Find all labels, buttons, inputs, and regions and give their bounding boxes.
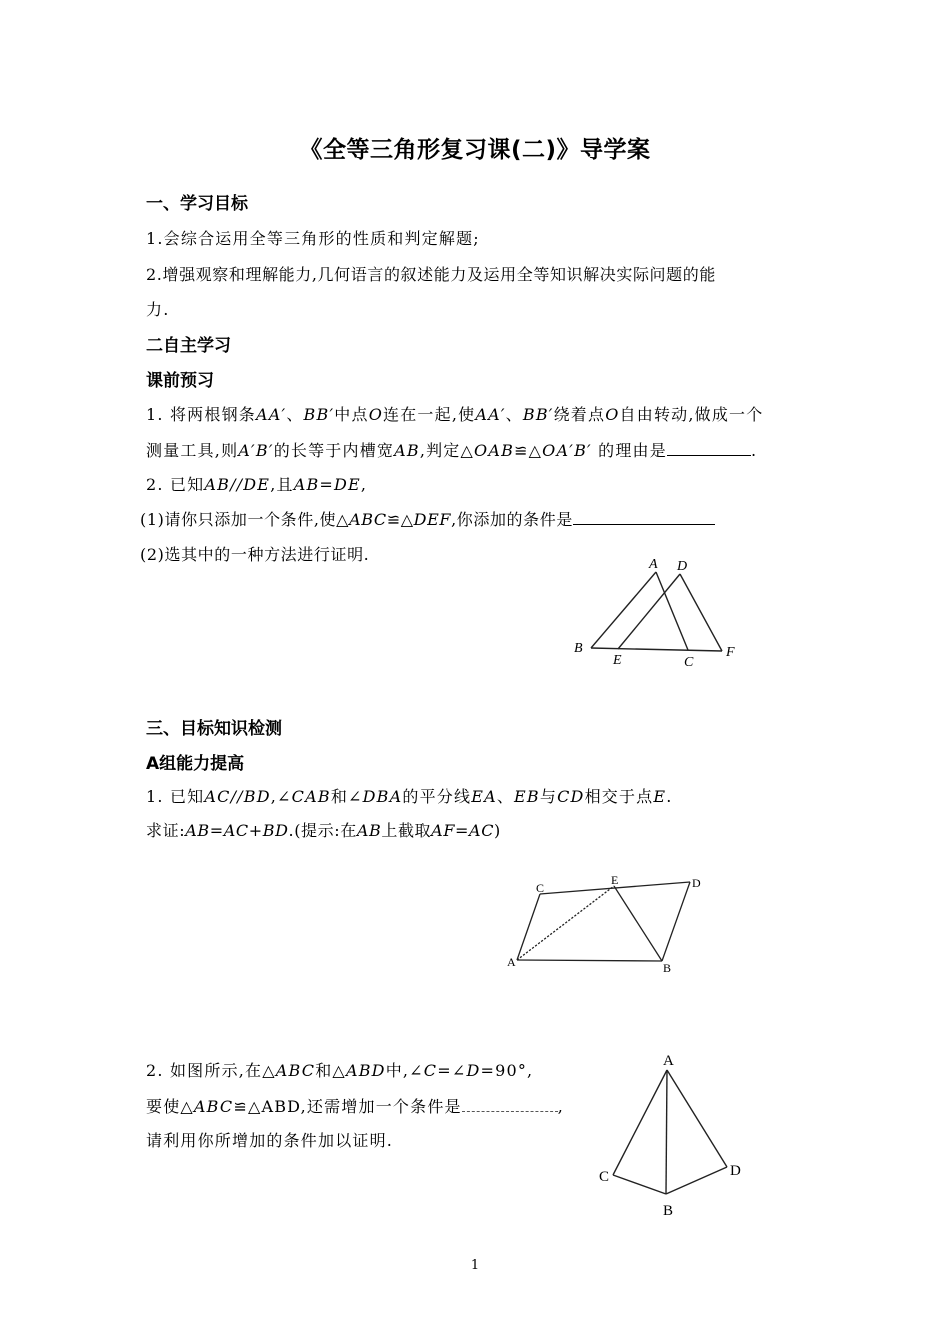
section-heading-knowledge-check: 三、目标知识检测 (146, 719, 282, 739)
label-f: F (726, 645, 735, 660)
objective-item-2: 2.增强观察和理解能力,几何语言的叙述能力及运用全等知识解决实际问题的能 (146, 265, 716, 284)
group-a-question-2-line-3: 请利用你所增加的条件加以证明. (146, 1131, 394, 1150)
label-c: C (536, 881, 545, 895)
label-a: A (663, 1053, 674, 1069)
segment-bd (666, 1167, 727, 1194)
segment-ad (667, 1070, 727, 1167)
objective-item-1: 1.会综合运用全等三角形的性质和判定解题; (146, 229, 480, 248)
segment-ab (517, 960, 662, 961)
segment-bd (662, 882, 690, 961)
page-number: 1 (470, 1258, 480, 1273)
preview-question-1-line-1: 1. 将两根钢条AA′、BB′中点O连在一起,使AA′、BB′绕着点O自由转动,做成一个 (146, 405, 764, 424)
figure-triangles-abc-def (560, 550, 760, 675)
group-a-question-2-line-1: 2. 如图所示,在△ABC和△ABD中,∠C=∠D=90°, (146, 1061, 534, 1080)
answer-blank[interactable] (462, 1096, 558, 1112)
figure-trapezoid-acdb (500, 870, 720, 980)
label-c: C (599, 1169, 610, 1185)
label-b: B (663, 961, 672, 975)
segment-eb (614, 886, 662, 961)
section-heading-self-study: 二自主学习 (146, 336, 231, 356)
label-b: B (574, 641, 583, 656)
preview-question-2-part-2: (2)选其中的一种方法进行证明. (140, 545, 370, 564)
segment-ab (666, 1070, 667, 1194)
answer-blank[interactable] (573, 508, 715, 525)
section-heading-objectives: 一、学习目标 (146, 194, 248, 214)
segment-ac (517, 894, 540, 960)
label-e: E (611, 873, 619, 887)
segment-ed (618, 574, 680, 649)
segment-bf (591, 648, 722, 651)
preview-question-2-line-1: 2. 已知AB//DE,且AB=DE, (146, 475, 368, 494)
segment-df (680, 574, 722, 651)
label-a: A (507, 955, 516, 969)
segment-ae (517, 886, 614, 960)
objective-item-2-cont: 力. (146, 300, 170, 319)
label-d: D (730, 1163, 741, 1179)
figure-kite-abcd (590, 1048, 760, 1223)
preview-question-2-part-1: (1)请你只添加一个条件,使△ABC≌△DEF,你添加的条件是 (140, 507, 715, 530)
segment-cb (613, 1175, 666, 1194)
subheading-preview: 课前预习 (146, 371, 214, 391)
preview-question-1-line-2: 测量工具,则A′B′的长等于内槽宽AB,判定△OAB≌△OA′B′ 的理由是 . (146, 441, 758, 460)
label-b: B (663, 1203, 674, 1219)
page-title: 《全等三角形复习课(二)》导学案 (299, 137, 651, 163)
answer-blank[interactable] (667, 439, 751, 456)
group-a-question-1-line-2: 求证:AB=AC+BD.(提示:在AB上截取AF=AC) (146, 821, 501, 840)
label-c: C (684, 655, 694, 670)
label-d: D (677, 559, 688, 574)
segment-ba (591, 572, 656, 648)
label-a: A (649, 557, 658, 572)
segment-ac (613, 1070, 667, 1175)
label-d: D (692, 876, 701, 890)
subheading-group-a: A组能力提高 (146, 754, 245, 774)
label-e: E (613, 653, 622, 668)
group-a-question-2-line-2: 要使△ABC≌△ABD,还需增加一个条件是 , (146, 1097, 565, 1116)
group-a-question-1-line-1: 1. 已知AC//BD,∠CAB和∠DBA的平分线EA、EB与CD相交于点E. (146, 787, 673, 806)
